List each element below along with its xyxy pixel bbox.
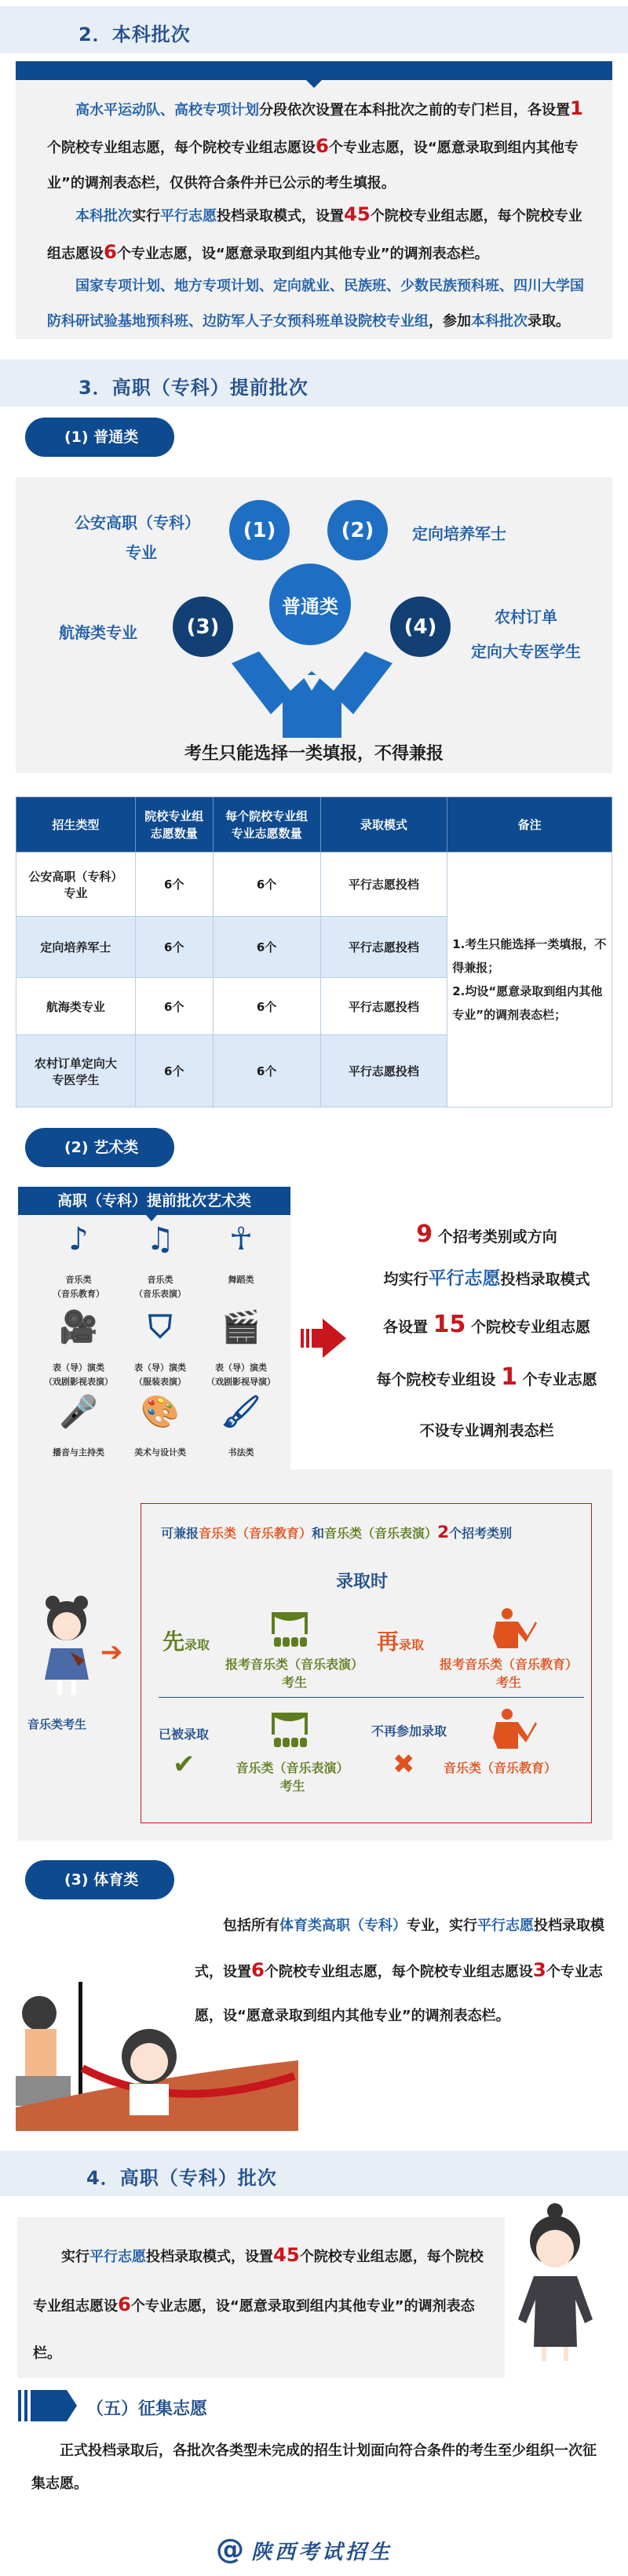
section-title: （五）征集志愿 <box>86 2399 208 2419</box>
cell: 定向培养军士 <box>16 917 136 978</box>
th: 备注 <box>447 797 612 852</box>
edu-label <box>430 1655 587 1691</box>
first-admit <box>162 1625 210 1656</box>
cell: 6个 <box>135 917 213 978</box>
text: 专业，实行 <box>407 1917 477 1934</box>
section-marker-icon <box>18 2390 79 2421</box>
art-category <box>39 1394 118 1460</box>
section-title: 2．本科批次 <box>78 24 191 46</box>
panel-bar <box>16 61 612 80</box>
th: 每个院校专业组专业志愿数量 <box>213 797 320 852</box>
text: 先 <box>162 1629 185 1655</box>
check-icon: ✔ <box>173 1749 195 1780</box>
paragraph <box>33 2231 492 2377</box>
music-rule-line <box>161 1523 512 1542</box>
cell: 6个 <box>135 978 213 1035</box>
text: 个专业志愿，设“愿意录取到组内其他专业”的调剂表态栏，仅供符合条件并已公示的考生填报。 <box>47 140 579 192</box>
theater-icon: ♫ <box>146 1221 174 1257</box>
cell: 6个 <box>213 917 320 978</box>
then-admit <box>377 1625 424 1656</box>
category-label: 表（导）演类 <box>215 1363 267 1373</box>
highlight-number: 3 <box>532 1958 546 1981</box>
text: 考生 <box>281 1675 307 1690</box>
text: 实行 <box>132 208 160 224</box>
remark: 1.考生只能选择一类填报，不得兼报； <box>452 937 607 975</box>
text: 录取 <box>184 1637 210 1652</box>
teacher-icon <box>490 1708 539 1751</box>
text: 投档录取模式，设置 <box>146 2249 273 2265</box>
art-category <box>39 1221 118 1301</box>
pill-sports: (3) 体育类 <box>25 1860 174 1899</box>
at-icon: @ <box>216 2534 244 2566</box>
microphone-icon: 🎤 <box>59 1394 98 1430</box>
text: 录取 <box>399 1637 425 1652</box>
brand-text: 陕西考试招生 <box>251 2541 393 2564</box>
palette-icon: 🎨 <box>141 1394 180 1430</box>
person-body-icon <box>224 648 400 738</box>
art-point-1 <box>353 1220 620 1248</box>
admitted-label: 已被录取 <box>159 1727 210 1742</box>
center-circle: 普通类 <box>269 564 351 645</box>
text: 个院校专业组志愿，每个院校专业组志愿设 <box>33 2249 484 2315</box>
highlight-number: 2 <box>437 1523 450 1542</box>
category-label: 表（导）演类 <box>134 1363 186 1373</box>
pill-art: (2) 艺术类 <box>25 1128 174 1167</box>
label-police-2: 专业 <box>126 543 157 562</box>
camera-icon: 🎥 <box>59 1309 98 1345</box>
label-police: 公安高职（专科） <box>75 513 200 532</box>
section-title: 4．高职（专科）批次 <box>86 2167 277 2189</box>
num-circle-4: (4) <box>390 597 451 657</box>
cell: 平行志愿投档 <box>320 852 447 917</box>
paragraph <box>47 90 589 201</box>
num-circle-2: (2) <box>327 500 388 560</box>
art-box-title: 高职（专科）提前批次艺术类 <box>18 1187 290 1215</box>
category-sublabel: （戏剧影视表演） <box>44 1377 113 1387</box>
cell: 平行志愿投档 <box>320 978 447 1035</box>
text: 包括所有 <box>223 1917 279 1934</box>
category-sublabel: （戏剧影视导演） <box>206 1377 276 1387</box>
highlight-text: 国家专项计划、地方专项计划、定向就业、民族班、少数民族预科班、四川大学国防科研试验基地预科班、边防军人子女预科班单设院校专业组 <box>47 278 584 330</box>
perf-label <box>216 1655 373 1691</box>
count: 1 <box>501 1363 517 1391</box>
cell: 6个 <box>135 852 213 917</box>
cell: 6个 <box>213 978 320 1035</box>
conductor-icon: ♪ <box>68 1221 89 1257</box>
race-finish-illustration <box>16 1982 298 2131</box>
art-category <box>121 1221 199 1301</box>
paragraph <box>47 196 589 272</box>
text: 音乐类（音乐表演） <box>236 1761 349 1775</box>
highlight-text: 本科批次 <box>75 208 132 224</box>
text: 投档录取模式，设置 <box>195 1917 604 1980</box>
art-category <box>121 1394 199 1460</box>
highlight-number: 6 <box>118 2293 131 2315</box>
text: 分段依次设置在本科批次之前的专门栏目，各设置 <box>259 102 570 119</box>
text: 均实行 <box>383 1271 429 1288</box>
highlight-text: 高水平运动队、高校专项计划 <box>75 102 259 119</box>
art-point-2 <box>353 1264 620 1290</box>
perf2-label <box>224 1758 361 1794</box>
highlight-text: 本科批次 <box>471 313 528 330</box>
art-category <box>39 1309 118 1389</box>
no-more-label: 不再参加录取 <box>371 1724 447 1739</box>
remark-cell <box>447 852 612 1107</box>
general-table <box>16 797 612 1107</box>
highlight-text: 音乐类（音乐表演） <box>324 1526 438 1541</box>
text: 再 <box>377 1629 400 1655</box>
highlight-number: 45 <box>273 2243 300 2266</box>
art-category <box>202 1221 280 1287</box>
text: 个招考类别或方向 <box>437 1228 557 1246</box>
table-row <box>16 852 612 917</box>
th: 录取模式 <box>320 797 447 852</box>
text: 个专业志愿 <box>522 1371 597 1388</box>
highlight-text: 和 <box>312 1526 325 1541</box>
cell: 6个 <box>135 1035 213 1107</box>
highlight-text: 个招考类别 <box>449 1526 513 1541</box>
art-point-4 <box>353 1363 620 1391</box>
bar-notch <box>306 80 322 88</box>
label-military: 定向培养军士 <box>412 524 506 543</box>
art-point-3 <box>353 1311 620 1338</box>
highlight-number: 6 <box>251 1958 265 1981</box>
paragraph <box>47 268 589 339</box>
edu2-label: 音乐类（音乐教育） <box>444 1761 557 1775</box>
category-label: 表（导）演类 <box>53 1363 104 1373</box>
cell: 平行志愿投档 <box>320 917 447 978</box>
text: 投档录取模式 <box>500 1271 590 1288</box>
section-header-vocational-early <box>0 359 628 407</box>
category-sublabel: （音乐教育） <box>53 1289 104 1299</box>
section-title: 3．高职（专科）提前批次 <box>78 377 309 399</box>
count: 15 <box>433 1311 466 1338</box>
art-category <box>202 1394 280 1460</box>
category-label: 舞蹈类 <box>228 1275 254 1285</box>
highlight-number: 6 <box>316 134 329 157</box>
highlight-text: 平行志愿 <box>89 2249 146 2265</box>
general-note: 考生只能选择一类填报，不得兼报 <box>184 744 444 764</box>
label-rural-2: 定向大专医学生 <box>471 642 581 661</box>
highlight-number: 1 <box>570 97 583 119</box>
teacher-icon <box>490 1607 539 1651</box>
cell: 航海类专业 <box>16 978 136 1035</box>
pill-general: (1) 普通类 <box>25 418 174 457</box>
stage-icon <box>270 1711 309 1749</box>
footer-brand <box>216 2534 392 2566</box>
highlight-text: 平行志愿 <box>477 1917 534 1934</box>
text: 正式投档录取后，各批次各类型未完成的招生计划面向符合条件的考生至少组织一次征集志愿。 <box>31 2443 597 2492</box>
notch <box>146 1215 157 1221</box>
cell: 平行志愿投档 <box>320 1035 447 1107</box>
remark: 2.均设“愿意录取到组内其他专业”的调剂表态栏； <box>452 984 603 1022</box>
paragraph <box>31 2435 601 2501</box>
violin-girl-illustration <box>35 1593 98 1699</box>
category-label: 书法类 <box>228 1447 254 1458</box>
host-woman-illustration <box>514 2202 597 2366</box>
th: 院校专业组志愿数量 <box>135 797 213 852</box>
category-label: 美术与设计类 <box>134 1447 186 1458</box>
num-circle-3: (3) <box>173 597 233 657</box>
stage-icon <box>270 1611 309 1648</box>
text: 报考音乐类（音乐表演） <box>225 1657 363 1672</box>
section-header-undergrad <box>0 6 628 53</box>
highlight-number: 6 <box>104 240 117 263</box>
art-category <box>121 1309 199 1389</box>
text: ，参加 <box>429 313 471 330</box>
category-sublabel: （音乐表演） <box>134 1289 186 1299</box>
arrow-right-icon: ➔ <box>100 1636 123 1668</box>
category-label: 音乐类 <box>147 1275 173 1285</box>
text: 个院校专业组志愿，每个院校专业组志愿设 <box>47 140 316 156</box>
th: 招生类型 <box>16 797 136 852</box>
cell: 公安高职（专科）专业 <box>16 852 136 917</box>
text: 个专业志愿，设“愿意录取到组内其他专业”的调剂表态栏。 <box>195 1964 603 2024</box>
art-point-5: 不设专业调剂表态栏 <box>419 1422 554 1439</box>
brush-icon: 🖌 <box>221 1394 261 1430</box>
text: 考生 <box>495 1675 521 1690</box>
section-header-vocational <box>0 2151 628 2196</box>
highlight-number: 45 <box>344 203 371 225</box>
label-maritime: 航海类专业 <box>59 623 137 642</box>
divider <box>159 1697 584 1698</box>
clapperboard-icon: 🎬 <box>221 1309 261 1345</box>
highlight-text: 体育类高职（专科） <box>279 1917 407 1934</box>
text: 个院校专业组志愿 <box>471 1319 591 1336</box>
text: 录取。 <box>528 313 570 330</box>
category-sublabel: （服装表演） <box>134 1377 186 1387</box>
text: 投档录取模式，设置 <box>217 208 344 224</box>
highlight-text: 音乐类（音乐教育） <box>199 1526 312 1541</box>
art-category <box>202 1309 280 1389</box>
text: 个专业志愿，设“愿意录取到组内其他专业”的调剂表态栏。 <box>33 2298 475 2362</box>
student-label: 音乐类考生 <box>27 1717 87 1731</box>
red-arrow-icon <box>301 1315 348 1362</box>
cell: 6个 <box>213 1035 320 1107</box>
when-admitting: 录取时 <box>336 1572 389 1592</box>
text: 实行 <box>61 2249 89 2265</box>
label-rural: 农村订单 <box>495 608 557 626</box>
count: 9 <box>416 1220 433 1248</box>
cross-icon: ✖ <box>392 1749 415 1780</box>
category-label: 音乐类 <box>65 1275 92 1285</box>
dancer-icon: ☥ <box>229 1221 253 1257</box>
text: 各设置 <box>382 1319 428 1336</box>
text: 报考音乐类（音乐教育） <box>439 1657 578 1672</box>
text: 个院校专业组志愿，每个院校专业组志愿设 <box>264 1964 533 1980</box>
highlight-text: 可兼报 <box>161 1526 199 1541</box>
num-circle-1: (1) <box>229 500 290 560</box>
text: 每个院校专业组设 <box>376 1371 496 1388</box>
cell: 农村订单定向大专医学生 <box>16 1035 136 1107</box>
text: 平行志愿 <box>428 1268 501 1289</box>
category-label: 播音与主持类 <box>53 1447 104 1458</box>
suit-icon: ⛉ <box>148 1309 172 1345</box>
text: 个专业志愿，设“愿意录取到组内其他专业”的调剂表态栏。 <box>116 246 489 262</box>
cell: 6个 <box>213 852 320 917</box>
text: 个院校专业组志愿，每个院校专业组志愿设 <box>47 208 582 262</box>
text: 考生 <box>279 1779 305 1793</box>
highlight-text: 平行志愿 <box>160 208 217 224</box>
